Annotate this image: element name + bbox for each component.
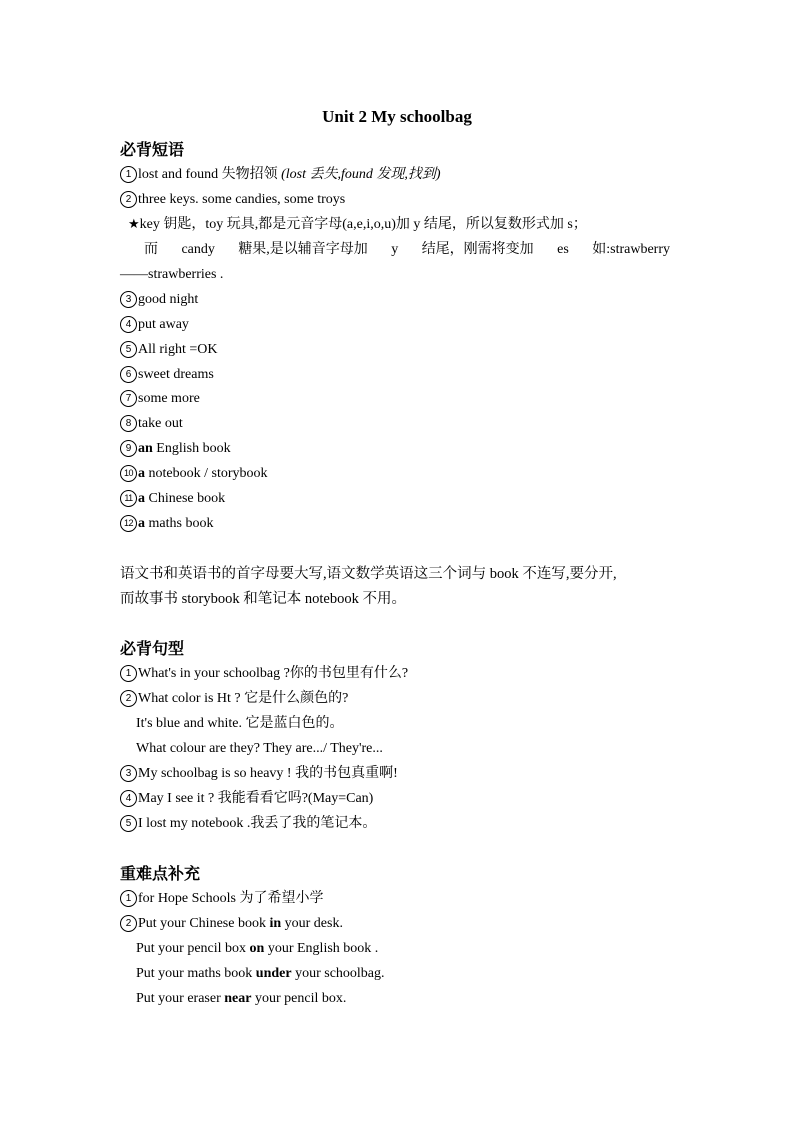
article-bold: a — [138, 491, 145, 506]
phrase-text: good night — [138, 292, 199, 307]
article-bold: a — [138, 516, 145, 531]
continuation-word: y — [391, 242, 399, 257]
continuation-word: es — [557, 242, 569, 257]
key-point-text: your pencil box. — [251, 991, 347, 1006]
phrase-item — [120, 290, 198, 310]
phrase-note: (lost 丢失,found 发现,找到) — [281, 167, 441, 182]
page-title: Unit 2 My schoolbag — [322, 107, 472, 126]
phrase-item — [120, 315, 189, 335]
continuation-word: 糖果,是以辅音字母加 — [238, 242, 368, 257]
key-point-text: Put your maths book — [136, 966, 256, 981]
key-point-item — [120, 889, 324, 909]
section-heading-key-points: 重难点补充 — [120, 864, 201, 883]
continuation-line-2: ——strawberries . — [120, 267, 224, 282]
sentence-text: May I see it ? 我能看看它吗?(May=Can) — [138, 791, 374, 806]
circled-number: 3 — [120, 765, 137, 782]
key-point-text: your schoolbag. — [291, 966, 385, 981]
circled-number: 11 — [120, 490, 137, 507]
phrase-text: All right =OK — [138, 342, 218, 357]
sentence-answer: What colour are they? They are.../ They're... — [136, 741, 383, 756]
sentence-text: What's in your schoolbag ?你的书包里有什么? — [138, 666, 409, 681]
phrase-item — [120, 389, 200, 409]
key-point-text: Put your eraser — [136, 991, 225, 1006]
sentence-item — [120, 689, 348, 709]
circled-number: 4 — [120, 316, 137, 333]
star-note-text: key 钥匙，toy 玩具,都是元音字母(a,e,i,o,u)加 y 结尾，所以复数形式加 s； — [139, 217, 587, 232]
circled-number: 4 — [120, 790, 137, 807]
phrase-item — [120, 464, 268, 484]
sentence-item — [120, 814, 376, 834]
phrase-text: three keys. some candies, some troys — [138, 192, 346, 207]
article-bold: a — [138, 466, 145, 481]
phrase-item — [120, 190, 345, 210]
phrase-item — [120, 340, 217, 360]
circled-number: 10 — [120, 465, 137, 482]
continuation-line — [144, 240, 670, 260]
phrase-item — [120, 489, 225, 509]
sentence-item — [120, 789, 373, 809]
phrase-text: take out — [138, 416, 183, 431]
sentence-text: What color is Ht ? 它是什么颜色的? — [138, 691, 349, 706]
phrase-text: English book — [152, 441, 231, 456]
phrase-text: notebook / storybook — [145, 466, 268, 481]
continuation-word: candy — [181, 242, 215, 257]
note-paragraph-line-1: 语文书和英语书的首字母要大写,语文数学英语这三个词与 book 不连写,要分开, — [120, 566, 617, 582]
preposition-bold: near — [224, 991, 252, 1006]
sentence-answer: It's blue and white. 它是蓝白色的。 — [136, 716, 344, 731]
circled-number: 2 — [120, 915, 137, 932]
phrase-text: sweet dreams — [138, 367, 214, 382]
phrase-text: put away — [138, 317, 189, 332]
circled-number: 12 — [120, 515, 137, 532]
sentence-text: I lost my notebook .我丢了我的笔记本。 — [138, 816, 377, 831]
circled-number: 1 — [120, 890, 137, 907]
preposition-bold: in — [269, 916, 282, 931]
phrase-text: lost and found 失物招领 — [138, 167, 282, 182]
article-bold: an — [138, 441, 153, 456]
key-point-example — [136, 964, 385, 984]
key-point-text: your English book . — [264, 941, 379, 956]
key-point-text: for Hope Schools 为了希望小学 — [138, 891, 324, 906]
star-icon: ★ — [128, 217, 140, 232]
phrase-text: some more — [138, 391, 200, 406]
note-paragraph-line-2: 而故事书 storybook 和笔记本 notebook 不用。 — [120, 591, 406, 607]
continuation-word: 结尾，刚需将变加 — [421, 242, 534, 257]
circled-number: 3 — [120, 291, 137, 308]
sentence-item — [120, 764, 398, 784]
key-point-example — [136, 939, 378, 959]
phrase-item — [120, 414, 183, 434]
sentence-text: My schoolbag is so heavy ! 我的书包真重啊! — [138, 766, 398, 781]
circled-number: 5 — [120, 815, 137, 832]
phrase-item — [120, 365, 214, 385]
phrase-item — [120, 165, 441, 185]
key-point-text: your desk. — [281, 916, 343, 931]
circled-number: 7 — [120, 390, 137, 407]
key-point-text: Put your Chinese book — [138, 916, 270, 931]
circled-number: 6 — [120, 366, 137, 383]
phrase-item — [120, 439, 231, 459]
section-heading-phrases: 必背短语 — [120, 140, 185, 159]
preposition-bold: on — [249, 941, 265, 956]
key-point-item — [120, 914, 343, 934]
circled-number: 5 — [120, 341, 137, 358]
circled-number: 1 — [120, 166, 137, 183]
preposition-bold: under — [255, 966, 292, 981]
phrase-item — [120, 514, 213, 534]
phrase-text: maths book — [145, 516, 214, 531]
star-note-line — [128, 215, 587, 235]
sentence-item — [120, 664, 408, 684]
circled-number: 2 — [120, 191, 137, 208]
circled-number: 8 — [120, 415, 137, 432]
section-heading-sentences: 必背句型 — [120, 639, 185, 658]
continuation-word: 而 — [144, 242, 158, 257]
key-point-example — [136, 989, 346, 1009]
circled-number: 2 — [120, 690, 137, 707]
key-point-text: Put your pencil box — [136, 941, 250, 956]
phrase-text: Chinese book — [145, 491, 226, 506]
circled-number: 1 — [120, 665, 137, 682]
circled-number: 9 — [120, 440, 137, 457]
continuation-word: 如:strawberry — [592, 242, 670, 257]
